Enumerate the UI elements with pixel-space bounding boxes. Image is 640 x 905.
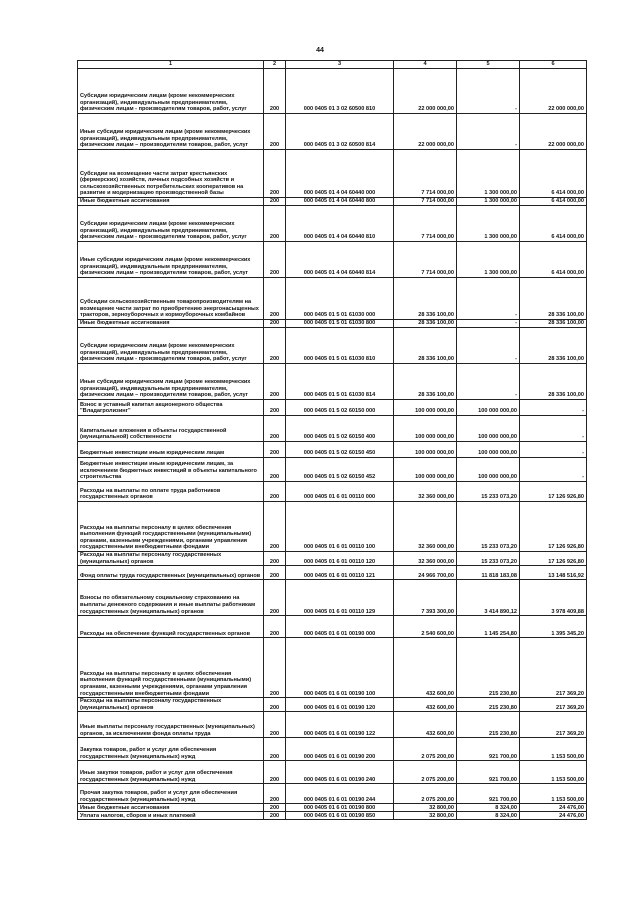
row-budget-classification-code: 000 0405 01 5 02 60150 000 [286, 400, 394, 416]
row-grbs-code: 200 [264, 482, 286, 502]
row-executed-amount: 15 233 073,20 [457, 502, 520, 552]
row-approved-amount: 100 000 000,00 [394, 458, 457, 482]
row-unexecuted-amount: - [520, 400, 587, 416]
row-unexecuted-amount: 22 000 000,00 [520, 69, 587, 114]
row-grbs-code: 200 [264, 552, 286, 566]
row-description: Иные субсидии юридическим лицам (кроме некоммерческих организаций), индивидуальным предпринимателям, физическим лицам – производителям товаров, работ, услуг [78, 364, 264, 400]
table-row [78, 502, 587, 552]
row-unexecuted-amount: 22 000 000,00 [520, 114, 587, 150]
row-unexecuted-amount: 6 414 000,00 [520, 150, 587, 198]
row-approved-amount: 32 360 000,00 [394, 482, 457, 502]
row-grbs-code: 200 [264, 638, 286, 698]
row-grbs-code: 200 [264, 242, 286, 278]
row-budget-classification-code: 000 0405 01 6 01 00190 800 [286, 804, 394, 812]
row-executed-amount: 8 324,00 [457, 812, 520, 820]
row-unexecuted-amount: 6 414 000,00 [520, 198, 587, 206]
table-row [78, 206, 587, 242]
table-row [78, 198, 587, 206]
row-unexecuted-amount: - [520, 416, 587, 442]
row-grbs-code: 200 [264, 206, 286, 242]
row-approved-amount: 2 075 200,00 [394, 761, 457, 784]
row-grbs-code: 200 [264, 416, 286, 442]
row-approved-amount: 100 000 000,00 [394, 400, 457, 416]
table-row [78, 738, 587, 761]
row-budget-classification-code: 000 0405 01 6 01 00190 120 [286, 698, 394, 712]
row-executed-amount: 3 414 890,12 [457, 580, 520, 616]
table-row [78, 812, 587, 820]
row-executed-amount: 215 230,80 [457, 698, 520, 712]
row-description: Субсидии юридическим лицам (кроме некоммерческих организаций), индивидуальным предпринимателям, физическим лицам - производителям товаров, работ, услуг [78, 328, 264, 364]
row-unexecuted-amount: 1 153 500,00 [520, 761, 587, 784]
row-budget-classification-code: 000 0405 01 5 01 61030 800 [286, 320, 394, 328]
row-description: Субсидии юридическим лицам (кроме некоммерческих организаций), индивидуальным предпринимателям, физическим лицам - производителям товаров, работ, услуг [78, 206, 264, 242]
row-executed-amount: 1 300 000,00 [457, 206, 520, 242]
table-row [78, 580, 587, 616]
table-body [78, 69, 587, 820]
row-executed-amount: 215 230,80 [457, 638, 520, 698]
table-row [78, 566, 587, 580]
table-row [78, 698, 587, 712]
row-grbs-code: 200 [264, 812, 286, 820]
row-budget-classification-code: 000 0405 01 6 01 00190 200 [286, 738, 394, 761]
row-executed-amount: 1 145 254,80 [457, 616, 520, 638]
row-approved-amount: 2 075 200,00 [394, 784, 457, 804]
row-budget-classification-code: 000 0405 01 4 04 60440 810 [286, 206, 394, 242]
row-approved-amount: 432 600,00 [394, 698, 457, 712]
row-budget-classification-code: 000 0405 01 5 01 61030 814 [286, 364, 394, 400]
row-grbs-code: 200 [264, 712, 286, 738]
row-unexecuted-amount: 1 395 345,20 [520, 616, 587, 638]
row-unexecuted-amount: 217 369,20 [520, 638, 587, 698]
row-grbs-code: 200 [264, 198, 286, 206]
row-unexecuted-amount: 6 414 000,00 [520, 242, 587, 278]
row-unexecuted-amount: 217 369,20 [520, 712, 587, 738]
row-grbs-code: 200 [264, 364, 286, 400]
row-budget-classification-code: 000 0405 01 5 02 60150 400 [286, 416, 394, 442]
row-approved-amount: 28 336 100,00 [394, 328, 457, 364]
row-budget-classification-code: 000 0405 01 6 01 00190 240 [286, 761, 394, 784]
row-unexecuted-amount: 3 978 409,88 [520, 580, 587, 616]
table-row [78, 442, 587, 458]
row-approved-amount: 7 714 000,00 [394, 198, 457, 206]
column-header-2: 2 [264, 61, 286, 69]
row-grbs-code: 200 [264, 278, 286, 320]
row-grbs-code: 200 [264, 320, 286, 328]
row-approved-amount: 2 075 200,00 [394, 738, 457, 761]
row-executed-amount: 921 700,00 [457, 761, 520, 784]
row-unexecuted-amount: 1 153 500,00 [520, 738, 587, 761]
row-executed-amount: - [457, 114, 520, 150]
row-description: Иные бюджетные ассигнования [78, 320, 264, 328]
row-executed-amount: 100 000 000,00 [457, 416, 520, 442]
row-unexecuted-amount: - [520, 458, 587, 482]
row-budget-classification-code: 000 0405 01 5 02 60150 452 [286, 458, 394, 482]
table-row [78, 278, 587, 320]
column-header-5: 5 [457, 61, 520, 69]
row-approved-amount: 22 000 000,00 [394, 69, 457, 114]
row-description: Бюджетные инвестиции иным юридическим лицам [78, 442, 264, 458]
row-approved-amount: 28 336 100,00 [394, 320, 457, 328]
row-executed-amount: 921 700,00 [457, 738, 520, 761]
row-unexecuted-amount: 17 126 926,80 [520, 552, 587, 566]
row-approved-amount: 32 360 000,00 [394, 552, 457, 566]
row-executed-amount: - [457, 278, 520, 320]
row-unexecuted-amount: 17 126 926,80 [520, 482, 587, 502]
row-unexecuted-amount: 28 336 100,00 [520, 364, 587, 400]
column-header-6: 6 [520, 61, 587, 69]
column-header-3: 3 [286, 61, 394, 69]
row-budget-classification-code: 000 0405 01 4 04 60440 800 [286, 198, 394, 206]
row-approved-amount: 28 336 100,00 [394, 364, 457, 400]
row-grbs-code: 200 [264, 400, 286, 416]
row-budget-classification-code: 000 0405 01 6 01 00190 100 [286, 638, 394, 698]
row-unexecuted-amount: 24 476,00 [520, 812, 587, 820]
row-budget-classification-code: 000 0405 01 6 01 00110 121 [286, 566, 394, 580]
row-executed-amount: 1 300 000,00 [457, 150, 520, 198]
row-description: Расходы на обеспечение функций государственных органов [78, 616, 264, 638]
row-budget-classification-code: 000 0405 01 6 01 00190 000 [286, 616, 394, 638]
row-grbs-code: 200 [264, 804, 286, 812]
row-budget-classification-code: 000 0405 01 4 04 60440 000 [286, 150, 394, 198]
row-budget-classification-code: 000 0405 01 3 02 60500 810 [286, 69, 394, 114]
row-unexecuted-amount: 13 148 516,92 [520, 566, 587, 580]
row-unexecuted-amount: 24 476,00 [520, 804, 587, 812]
row-budget-classification-code: 000 0405 01 3 02 60500 814 [286, 114, 394, 150]
row-description: Расходы на выплаты персоналу государственных (муниципальных) органов [78, 552, 264, 566]
budget-execution-table [77, 60, 587, 820]
row-description: Иные субсидии юридическим лицам (кроме некоммерческих организаций), индивидуальным предпринимателям, физическим лицам – производителям товаров, работ, услуг [78, 242, 264, 278]
row-budget-classification-code: 000 0405 01 6 01 00190 850 [286, 812, 394, 820]
row-description: Уплата налогов, сборов и иных платежей [78, 812, 264, 820]
row-grbs-code: 200 [264, 738, 286, 761]
table-row [78, 364, 587, 400]
row-approved-amount: 32 360 000,00 [394, 502, 457, 552]
row-executed-amount: 1 300 000,00 [457, 242, 520, 278]
row-description: Иные бюджетные ассигнования [78, 804, 264, 812]
row-grbs-code: 200 [264, 784, 286, 804]
row-approved-amount: 32 800,00 [394, 804, 457, 812]
row-description: Прочая закупка товаров, работ и услуг для обеспечения государственных (муниципальных) нужд [78, 784, 264, 804]
row-unexecuted-amount: 6 414 000,00 [520, 206, 587, 242]
row-grbs-code: 200 [264, 458, 286, 482]
row-description: Субсидии на возмещение части затрат крестьянских (фермерских) хозяйств, личных подсобных хозяйств и сельскохозяйственных потребительских кооперативов на развитие и модернизацию производственной базы [78, 150, 264, 198]
row-unexecuted-amount: 217 369,20 [520, 698, 587, 712]
row-approved-amount: 24 966 700,00 [394, 566, 457, 580]
row-approved-amount: 32 800,00 [394, 812, 457, 820]
row-grbs-code: 200 [264, 761, 286, 784]
row-description: Иные бюджетные ассигнования [78, 198, 264, 206]
row-description: Иные выплаты персоналу государственных (муниципальных) органов, за исключением фонда оплаты труда [78, 712, 264, 738]
row-budget-classification-code: 000 0405 01 6 01 00110 100 [286, 502, 394, 552]
table-row [78, 416, 587, 442]
row-unexecuted-amount: 28 336 100,00 [520, 320, 587, 328]
table-row [78, 761, 587, 784]
row-description: Взнос в уставный капитал акционерного общества "Владагролизинг" [78, 400, 264, 416]
row-budget-classification-code: 000 0405 01 6 01 00110 120 [286, 552, 394, 566]
row-executed-amount: - [457, 328, 520, 364]
table-row [78, 638, 587, 698]
table-row [78, 400, 587, 416]
row-executed-amount: - [457, 320, 520, 328]
column-header-1: 1 [78, 61, 264, 69]
table-header-row [78, 61, 587, 69]
row-approved-amount: 432 600,00 [394, 638, 457, 698]
row-budget-classification-code: 000 0405 01 6 01 00190 122 [286, 712, 394, 738]
row-description: Закупка товаров, работ и услуг для обеспечения государственных (муниципальных) нужд [78, 738, 264, 761]
row-budget-classification-code: 000 0405 01 6 01 00190 244 [286, 784, 394, 804]
row-unexecuted-amount: - [520, 442, 587, 458]
table-row [78, 458, 587, 482]
row-grbs-code: 200 [264, 580, 286, 616]
row-description: Субсидии сельскохозяйственным товаропроизводителям на возмещение части затрат по приобретению энергонасыщенных тракторов, зерноуборочных и кормоуборочных комбайнов [78, 278, 264, 320]
row-budget-classification-code: 000 0405 01 5 02 60150 450 [286, 442, 394, 458]
row-budget-classification-code: 000 0405 01 5 01 61030 000 [286, 278, 394, 320]
row-approved-amount: 7 714 000,00 [394, 206, 457, 242]
row-grbs-code: 200 [264, 442, 286, 458]
row-grbs-code: 200 [264, 328, 286, 364]
row-grbs-code: 200 [264, 114, 286, 150]
row-unexecuted-amount: 28 336 100,00 [520, 328, 587, 364]
row-approved-amount: 28 336 100,00 [394, 278, 457, 320]
row-approved-amount: 432 600,00 [394, 712, 457, 738]
row-grbs-code: 200 [264, 566, 286, 580]
table-row [78, 616, 587, 638]
column-header-4: 4 [394, 61, 457, 69]
table-row [78, 242, 587, 278]
row-executed-amount: 215 230,80 [457, 712, 520, 738]
row-executed-amount: 100 000 000,00 [457, 400, 520, 416]
table-row [78, 150, 587, 198]
page-number: 44 [316, 47, 324, 54]
table-row [78, 69, 587, 114]
row-description: Капитальные вложения в объекты государственной (муниципальной) собственности [78, 416, 264, 442]
row-approved-amount: 100 000 000,00 [394, 416, 457, 442]
row-executed-amount: 100 000 000,00 [457, 442, 520, 458]
row-approved-amount: 7 393 300,00 [394, 580, 457, 616]
row-budget-classification-code: 000 0405 01 5 01 61030 810 [286, 328, 394, 364]
row-grbs-code: 200 [264, 698, 286, 712]
row-approved-amount: 22 000 000,00 [394, 114, 457, 150]
table-row [78, 482, 587, 502]
row-executed-amount: - [457, 69, 520, 114]
row-grbs-code: 200 [264, 616, 286, 638]
row-executed-amount: 15 233 073,20 [457, 482, 520, 502]
row-executed-amount: 100 000 000,00 [457, 458, 520, 482]
row-description: Расходы на выплаты персоналу государственных (муниципальных) органов [78, 698, 264, 712]
row-budget-classification-code: 000 0405 01 6 01 00110 129 [286, 580, 394, 616]
row-description: Субсидии юридическим лицам (кроме некоммерческих организаций), индивидуальным предпринимателям, физическим лицам - производителям товаров, работ, услуг [78, 69, 264, 114]
row-executed-amount: 8 324,00 [457, 804, 520, 812]
row-approved-amount: 100 000 000,00 [394, 442, 457, 458]
row-executed-amount: 11 818 183,08 [457, 566, 520, 580]
row-approved-amount: 7 714 000,00 [394, 150, 457, 198]
row-description: Взносы по обязательному социальному страхованию на выплаты денежного содержания и иные выплаты работникам государственных (муниципальных) органов [78, 580, 264, 616]
table-row [78, 804, 587, 812]
row-description: Расходы на выплаты персоналу в целях обеспечения выполнения функций государственными (муниципальными) органами, казенными учреждениями, органами управления государственными внебюджетными фондами [78, 502, 264, 552]
row-description: Бюджетные инвестиции иным юридическим лицам, за исключением бюджетных инвестиций в объекты капитального строительства [78, 458, 264, 482]
table-row [78, 114, 587, 150]
row-budget-classification-code: 000 0405 01 4 04 60440 814 [286, 242, 394, 278]
row-executed-amount: 15 233 073,20 [457, 552, 520, 566]
row-description: Фонд оплаты труда государственных (муниципальных) органов [78, 566, 264, 580]
row-description: Расходы на выплаты по оплате труда работников государственных органов [78, 482, 264, 502]
table-row [78, 712, 587, 738]
row-description: Расходы на выплаты персоналу в целях обеспечения выполнения функций государственными (муниципальными) органами, казенными учреждениями, органами управления государственными внебюджетными фондами [78, 638, 264, 698]
row-grbs-code: 200 [264, 150, 286, 198]
row-unexecuted-amount: 17 126 926,80 [520, 502, 587, 552]
row-description: Иные закупки товаров, работ и услуг для обеспечения государственных (муниципальных) нужд [78, 761, 264, 784]
row-approved-amount: 2 540 600,00 [394, 616, 457, 638]
table-row [78, 328, 587, 364]
table-row [78, 320, 587, 328]
table-row [78, 552, 587, 566]
table-row [78, 784, 587, 804]
row-grbs-code: 200 [264, 502, 286, 552]
row-unexecuted-amount: 1 153 500,00 [520, 784, 587, 804]
row-unexecuted-amount: 28 336 100,00 [520, 278, 587, 320]
row-executed-amount: 1 300 000,00 [457, 198, 520, 206]
row-budget-classification-code: 000 0405 01 6 01 00110 000 [286, 482, 394, 502]
row-grbs-code: 200 [264, 69, 286, 114]
row-executed-amount: 921 700,00 [457, 784, 520, 804]
row-executed-amount: - [457, 364, 520, 400]
row-approved-amount: 7 714 000,00 [394, 242, 457, 278]
row-description: Иные субсидии юридическим лицам (кроме некоммерческих организаций), индивидуальным предпринимателям, физическим лицам – производителям товаров, работ, услуг [78, 114, 264, 150]
